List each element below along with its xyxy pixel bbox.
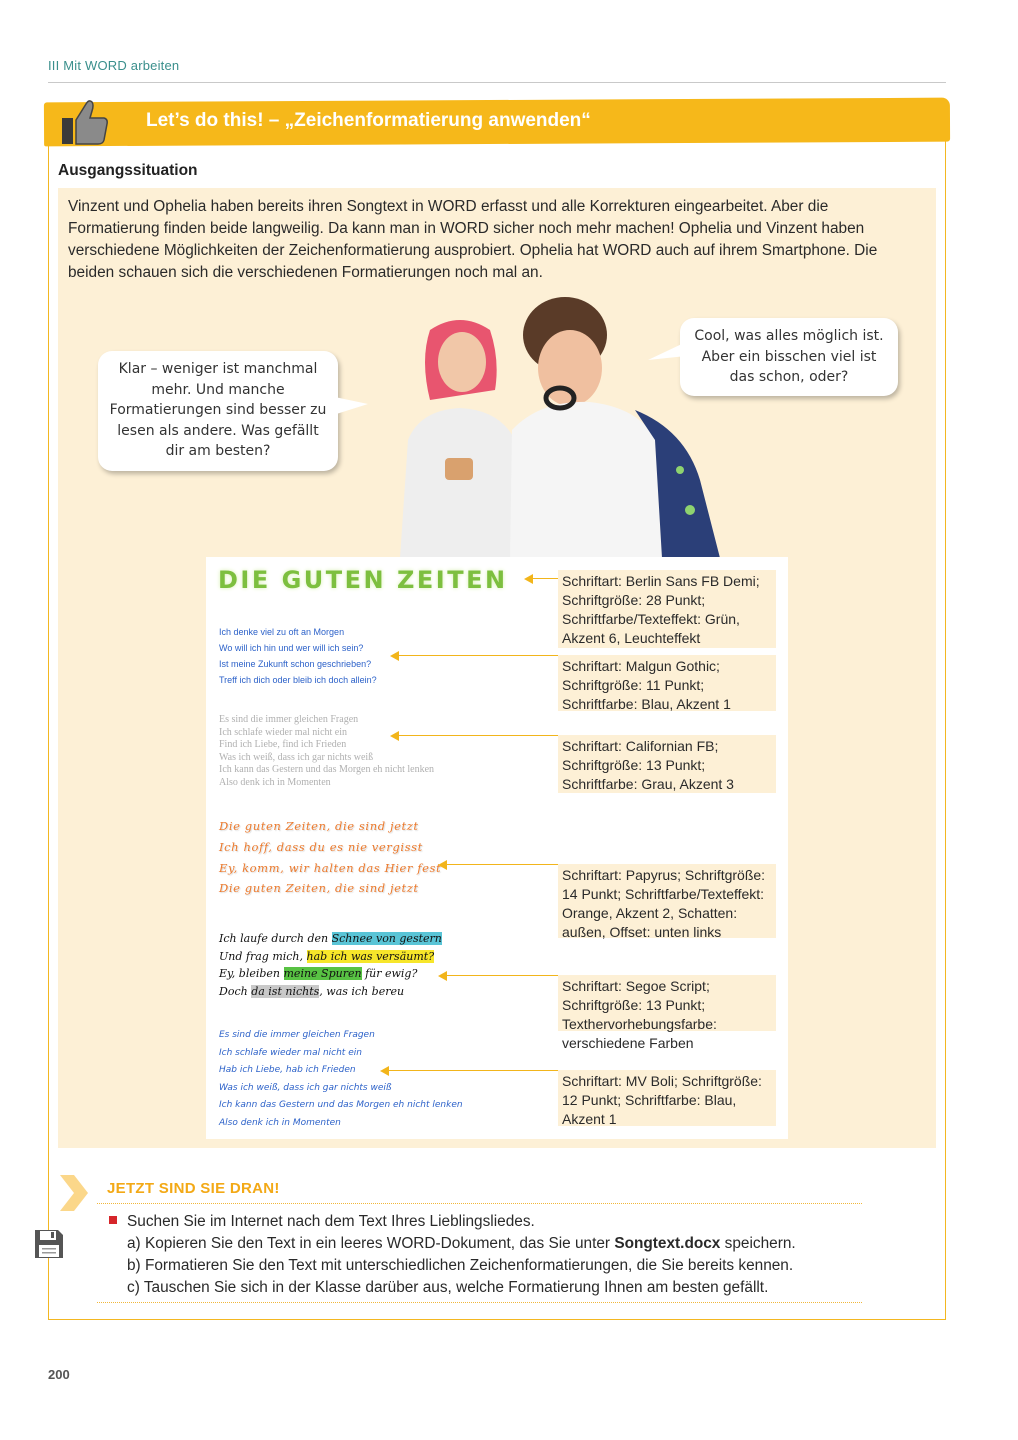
lyrics-group-4 [219, 930, 442, 1000]
format-note: Schriftart: Berlin Sans FB Demi; Schriftgröße: 28 Punkt; Schriftfarbe/Texteffekt: Grün, Akzent 6, Leuchteffekt [558, 570, 776, 648]
task-c: c) Tauschen Sie sich in der Klasse darüber aus, welche Formatierung Ihnen am besten gefällt. [127, 1279, 769, 1296]
speech-bubble-ophelia: Klar – weniger ist manchmal mehr. Und manche Formatierungen sind besser zu lesen als andere. Was gefällt dir am besten? [98, 351, 338, 471]
lyric-line: Es sind die immer gleichen Fragen [219, 1030, 375, 1040]
lyric-line: Hab ich Liebe, hab ich Frieden [219, 1065, 356, 1076]
highlighted-text: meine Spuren [283, 967, 362, 980]
lyric-text: Ich laufe durch den [219, 932, 332, 945]
lyric-line [219, 983, 442, 1001]
format-note: Schriftart: Malgun Gothic; Schriftgröße: 11 Punkt; Schriftfarbe: Blau, Akzent 1 [558, 655, 776, 711]
lyric-line [219, 965, 442, 983]
lyrics-group-2 [219, 714, 434, 790]
lyric-line: Wo will ich hin und wer will ich sein? [219, 643, 364, 653]
lyric-line [219, 948, 442, 966]
pointer-arrow [398, 735, 558, 736]
lyric-line: Also denk ich in Momenten [219, 776, 331, 788]
lyric-line: Ich denke viel zu oft an Morgen [219, 627, 345, 637]
banner-title: Let’s do this! – „Zeichenformatierung anwenden“ [146, 110, 591, 131]
bullet-marker [109, 1216, 117, 1224]
task-a-text: a) Kopieren Sie den Text in ein leeres WORD-Dokument, das Sie unter [127, 1235, 615, 1252]
thumbs-up-icon [58, 96, 110, 146]
format-note: Schriftart: MV Boli; Schriftgröße: 12 Punkt; Schriftfarbe: Blau, Akzent 1 [558, 1070, 776, 1126]
lyrics-group-1 [219, 624, 377, 688]
lyric-text: Und frag mich, [219, 949, 307, 963]
save-disk-icon [34, 1229, 64, 1259]
task-title: JETZT SIND SIE DRAN! [107, 1180, 280, 1197]
lyric-line [219, 930, 442, 948]
dotted-divider [97, 1203, 862, 1204]
lyric-text: Ey, bleiben [219, 967, 284, 980]
task-a-text-end: speichern. [720, 1235, 796, 1252]
section-label: Ausgangssituation [58, 162, 198, 179]
lyric-line: Also denk ich in Momenten [219, 1117, 341, 1128]
lyric-text: , was ich bereu [319, 984, 405, 998]
file-name: Songtext.docx [614, 1235, 721, 1252]
lyric-text: für ewig? [361, 967, 418, 980]
lyric-text: Doch [219, 984, 252, 998]
format-note: Schriftart: Papyrus; Schriftgröße: 14 Punkt; Schriftfarbe/Texteffekt: Orange, Akzent 2, Schatten: außen, Offset: unten links [558, 864, 776, 938]
lyric-line: Ich schlafe wieder mal nicht ein [219, 1047, 362, 1058]
lyric-line: Ich hoff, dass du es nie vergisst [219, 839, 423, 854]
speech-bubble-vinzent: Cool, was alles möglich ist. Aber ein bisschen viel ist das schon, oder? [680, 318, 898, 396]
pointer-arrow [532, 578, 558, 579]
pointer-arrow [398, 655, 558, 656]
lyric-line: Was ich weiß, dass ich gar nichts weiß [219, 1082, 392, 1093]
lyric-line: Ich kann das Gestern und das Morgen eh nicht lenken [219, 1100, 463, 1111]
highlighted-text: Schnee von gestern [331, 932, 442, 945]
speech-bubble-tail [648, 338, 686, 366]
task-a [127, 1233, 796, 1255]
page-number: 200 [48, 1367, 70, 1382]
pointer-arrow [388, 1070, 558, 1071]
task-main: Suchen Sie im Internet nach dem Text Ihres Lieblingsliedes. [127, 1213, 535, 1230]
lyric-line: Die guten Zeiten, die sind jetzt [219, 881, 419, 896]
lyric-line: Die guten Zeiten, die sind jetzt [219, 819, 419, 833]
lyric-line: Ich kann das Gestern und das Morgen eh nicht lenken [219, 764, 435, 776]
pointer-arrow [446, 864, 558, 865]
task-list [127, 1211, 796, 1299]
chevron-right-icon [58, 1175, 88, 1211]
chapter-header: III Mit WORD arbeiten [48, 58, 180, 73]
lyric-line: Ist meine Zukunft schon geschrieben? [219, 659, 372, 669]
format-note: Schriftart: Segoe Script; Schriftgröße: 13 Punkt; Texthervorhebungsfarbe: verschiedene Farben [558, 975, 776, 1031]
lyric-line: Es sind die immer gleichen Fragen [219, 714, 359, 725]
sample-title: DIE GUTEN ZEITEN [218, 566, 508, 594]
format-note: Schriftart: Californian FB; Schriftgröße: 13 Punkt; Schriftfarbe: Grau, Akzent 3 [558, 735, 776, 793]
intro-text: Vinzent und Ophelia haben bereits ihren Songtext in WORD erfasst und alle Korrekturen eingearbeitet. Aber die Formatierung finden beide langweilig. Da kann man in WORD sicher noch mehr machen! Ophelia und Vinzent haben verschiedene Möglichkeiten der Zeichenformatierung ausprobiert. Ophelia hat WORD auch auf ihrem Smartphone. Die beiden schauen sich die verschiedenen Formatierungen noch mal an. [68, 198, 878, 281]
lyric-line: Ey, komm, wir halten das Hier fest [219, 860, 442, 875]
header-divider [48, 82, 946, 83]
highlighted-text: hab ich was versäumt? [306, 949, 435, 963]
lyrics-group-5 [219, 1027, 463, 1133]
highlighted-text: da ist nichts [251, 984, 320, 998]
lyric-line: Find ich Liebe, find ich Frieden [219, 739, 347, 751]
pointer-arrow [446, 975, 558, 976]
lyric-line: Ich schlafe wieder mal nicht ein [219, 726, 347, 738]
task-b: b) Formatieren Sie den Text mit unterschiedlichen Zeichenformatierungen, die Sie bereits kennen. [127, 1257, 794, 1274]
speech-bubble-tail [330, 392, 370, 422]
lyric-line: Was ich weiß, dass ich gar nichts weiß [219, 751, 374, 763]
dotted-divider [97, 1302, 862, 1303]
lyric-line: Treff ich dich oder bleib ich doch allein? [219, 675, 377, 685]
lyrics-group-3 [219, 816, 441, 899]
